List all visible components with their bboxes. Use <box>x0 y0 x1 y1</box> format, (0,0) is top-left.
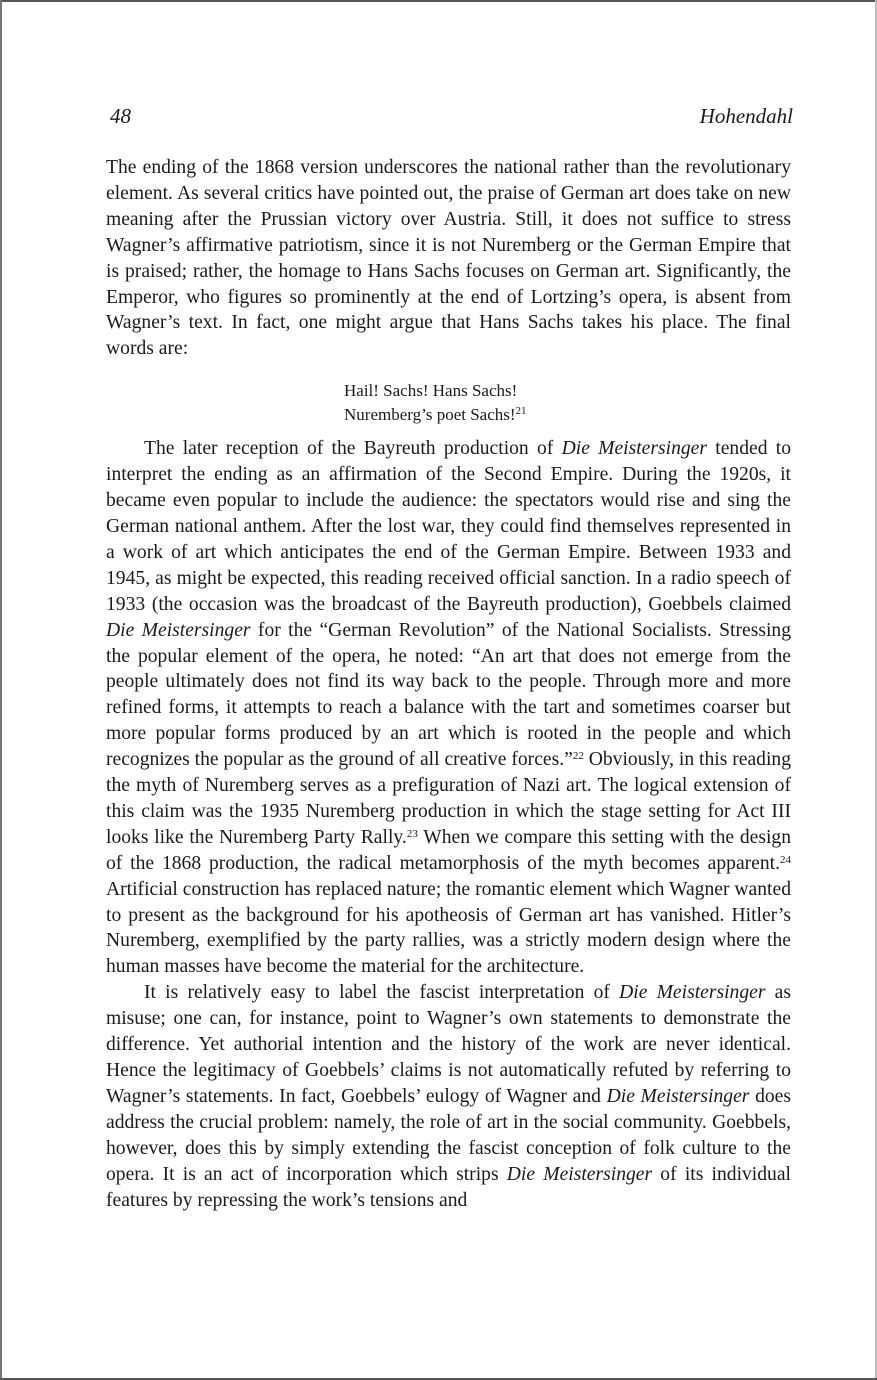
paragraph-2 <box>106 436 791 980</box>
footnote-ref-22: 22 <box>572 750 584 763</box>
p2-title-2: Die Meistersinger <box>106 619 251 641</box>
p3-text-c: does address the crucial problem: namely, the role of art in the social community. Goebbels, however, does this by simply extending the fascist conception of folk culture to the opera. It is an act of incorporation which strips <box>106 1085 791 1185</box>
quote-line-2 <box>344 403 791 427</box>
p3-text-a: It is relatively easy to label the fascist interpretation of <box>144 982 620 1004</box>
block-quote <box>344 379 791 427</box>
p2-text-c: for the “German Revolution” of the National Socialists. Stressing the popular element of the opera, he noted: “An art that does not emerge from the people ultimately does not find its way back to the people. Through more and more refined forms, it attempts to reach a balance with the tart and sometimes coarser but more popular forms produced by an art which is rooted in the people and which recognizes the popular as the ground of all creative forces.” <box>106 619 791 771</box>
p2-text-a: The later reception of the Bayreuth production of <box>144 438 562 460</box>
quote-line-1: Hail! Sachs! Hans Sachs! <box>344 381 518 401</box>
p3-title-1: Die Meistersinger <box>619 982 766 1004</box>
quote-line-2-text: Nuremberg’s poet Sachs! <box>344 405 516 425</box>
p3-text-d: of its individual features by repressing the work’s tensions and <box>106 1163 791 1211</box>
page-number: 48 <box>110 104 131 128</box>
body-text <box>106 155 791 1213</box>
page-left-edge <box>0 0 2 1380</box>
paragraph-3 <box>106 980 791 1213</box>
running-head: Hohendahl <box>699 104 793 128</box>
page-top-edge <box>0 0 877 2</box>
p3-title-2: Die Meistersinger <box>606 1085 750 1107</box>
p2-title-1: Die Meistersinger <box>561 438 707 460</box>
p2-text-f: Artificial construction has replaced nature; the romantic element which Wagner wanted to present as the background for his apotheosis of German art has vanished. Hitler’s Nuremberg, exemplified by the party rallies, was a strictly modern design where the human masses have become the material for the architecture. <box>106 878 791 978</box>
footnote-ref-23: 23 <box>406 827 418 840</box>
p2-text-b: tended to interpret the ending as an affirmation of the Second Empire. During the 1920s, it became even popular to include the audience: the spectators would rise and sing the German national anthem. After the lost war, they could find themselves represented in a work of art which anticipates the end of the German Empire. Between 1933 and 1945, as might be expected, this reading received official sanction. In a radio speech of 1933 (the occasion was the broadcast of the Bayreuth production), Goebbels claimed <box>106 438 792 615</box>
footnote-ref-21: 21 <box>515 405 527 418</box>
footnote-ref-24: 24 <box>780 853 791 866</box>
p2-text-d: Obviously, in this reading the myth of Nuremberg serves as a prefiguration of Nazi art. The logical extension of this claim was the 1935 Nuremberg production in which the stage setting for Act III looks like the Nuremberg Party Rally. <box>106 749 791 848</box>
paragraph-1: The ending of the 1868 version underscores the national rather than the revolutionary element. As several critics have pointed out, the praise of German art does take on new meaning after the Prussian victory over Austria. Still, it does not suffice to stress Wagner’s affirmative patriotism, since it is not Nuremberg or the German Empire that is praised; rather, the homage to Hans Sachs focuses on German art. Significantly, the Emperor, who figures so prominently at the end of Lortzing’s opera, is absent from Wagner’s text. In fact, one might argue that Hans Sachs takes his place. The final words are: <box>106 157 791 360</box>
p3-text-b: as misuse; one can, for instance, point to Wagner’s own statements to demonstrate the difference. Yet authorial intention and the history of the work are never identical. Hence the legitimacy of Goebbels’ claims is not automatically refuted by referring to Wagner’s statements. In fact, Goebbels’ eulogy of Wagner and <box>106 982 791 1107</box>
p3-title-3: Die Meistersinger <box>506 1163 653 1185</box>
p2-text-e: When we compare this setting with the design of the 1868 production, the radical metamorphosis of the myth becomes apparent. <box>106 826 791 874</box>
